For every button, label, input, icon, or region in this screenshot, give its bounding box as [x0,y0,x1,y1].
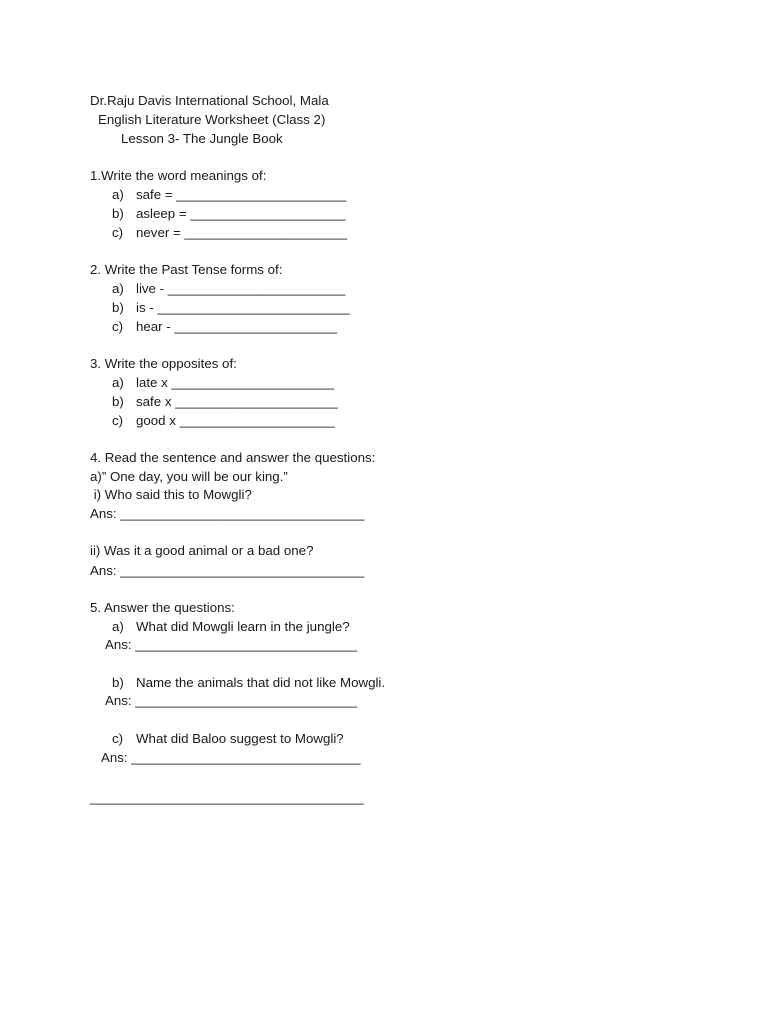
q4-sub-question-1: i) Who said this to Mowgli? [90,487,252,502]
lesson-title: Lesson 3- The Jungle Book [121,131,283,146]
q3-item-b: safe x ______________________ [136,394,338,409]
q2-item-c-label: c) [112,319,124,334]
q1-item-c: never = ______________________ [136,225,348,240]
extra-answer-line: _____________________________________ [90,790,364,805]
q5-item-b-label: b) [112,675,124,690]
school-name: Dr.Raju Davis International School, Mala [90,93,329,108]
q2-item-b: is - __________________________ [136,300,350,315]
q3-item-a: late x ______________________ [136,375,335,390]
q5-title: 5. Answer the questions: [90,600,235,615]
q3-item-c-label: c) [112,413,124,428]
q5-item-a-answer: Ans: ______________________________ [105,637,358,652]
q1-item-a: safe = _______________________ [136,187,347,202]
q4-title: 4. Read the sentence and answer the questions: [90,450,376,465]
q1-item-b-label: b) [112,206,124,221]
q2-title: 2. Write the Past Tense forms of: [90,262,283,277]
q1-item-b: asleep = _____________________ [136,206,346,221]
worksheet-title: English Literature Worksheet (Class 2) [98,112,326,127]
q3-title: 3. Write the opposites of: [90,356,237,371]
q5-item-c-answer: Ans: _______________________________ [101,750,361,765]
q2-item-b-label: b) [112,300,124,315]
q4-answer-line-1: Ans: _________________________________ [90,506,365,521]
q3-item-b-label: b) [112,394,124,409]
q3-item-a-label: a) [112,375,124,390]
q5-item-c-label: c) [112,731,124,746]
q5-item-a-label: a) [112,619,124,634]
q3-item-c: good x _____________________ [136,413,335,428]
q2-item-a-label: a) [112,281,124,296]
q1-title: 1.Write the word meanings of: [90,168,267,183]
q5-item-c: What did Baloo suggest to Mowgli? [136,731,344,746]
q5-item-a: What did Mowgli learn in the jungle? [136,619,350,634]
q5-item-b-answer: Ans: ______________________________ [105,693,358,708]
q4-quote: a)” One day, you will be our king.” [90,469,288,484]
q1-item-a-label: a) [112,187,124,202]
q1-item-c-label: c) [112,225,124,240]
q2-item-c: hear - ______________________ [136,319,338,334]
q5-item-b: Name the animals that did not like Mowgli. [136,675,386,690]
q4-sub-question-2: ii) Was it a good animal or a bad one? [90,543,314,558]
q4-answer-line-2: Ans: _________________________________ [90,563,365,578]
q2-item-a: live - ________________________ [136,281,346,296]
